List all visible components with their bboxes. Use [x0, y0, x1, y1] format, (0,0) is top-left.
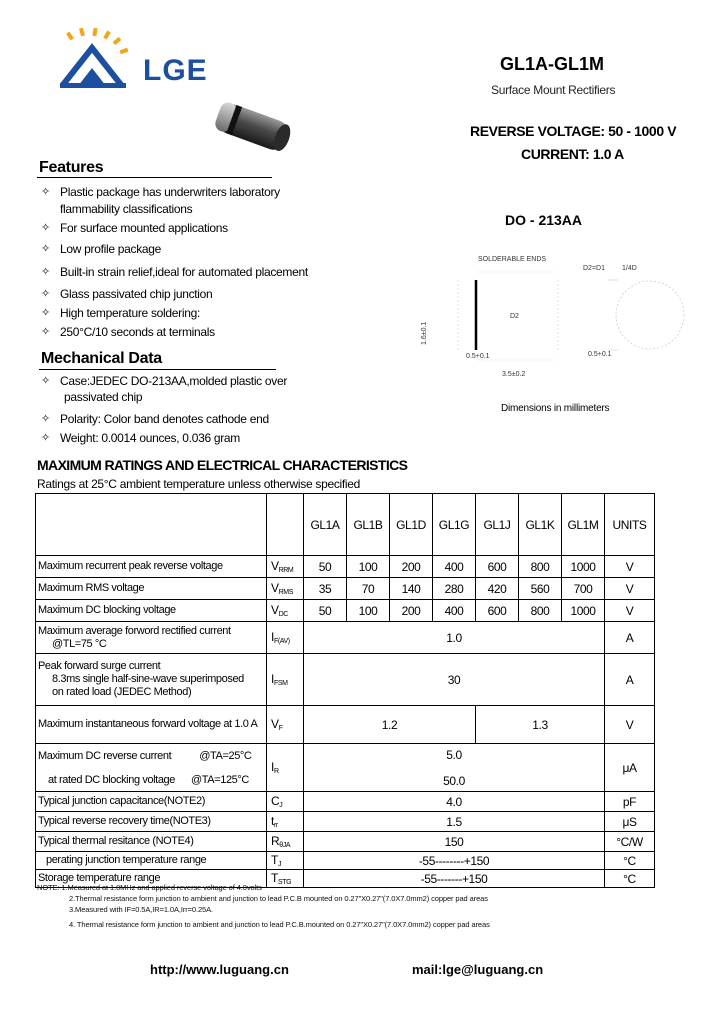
dim-label: 1.6±0.1 — [421, 321, 428, 345]
param-name: Maximum instantaneous forward voltage at 1.0 A — [36, 706, 267, 744]
mechanical-heading: Mechanical Data — [41, 350, 162, 367]
value-cell: 600 — [476, 556, 519, 578]
param-name: perating junction temperature range — [36, 852, 267, 870]
param-name: Peak forward surge current 8.3ms single half-sine-wave superimposed on rated load (JEDEC Method) — [36, 654, 267, 706]
table-row — [36, 556, 655, 578]
value-cell: 800 — [519, 600, 562, 622]
diode-package-image — [208, 92, 298, 162]
symbol: $T_{STG}$ — [267, 870, 304, 888]
feature-item: ✧ Plastic package has underwriters laboratory — [41, 185, 280, 199]
table-row — [36, 832, 655, 852]
features-heading: Features — [39, 159, 104, 176]
table-row — [36, 744, 655, 792]
table-row — [36, 578, 655, 600]
symbol: $I_R$ — [267, 744, 304, 792]
bullet-icon: ✧ — [41, 288, 50, 300]
param-name: Typical reverse recovery time(NOTE3) — [36, 812, 267, 832]
value-cell: -55--------+150 — [304, 852, 605, 870]
value-cell: 100 — [347, 556, 390, 578]
lge-logo-icon — [58, 28, 142, 90]
value-cell: 280 — [433, 578, 476, 600]
value-cell: 150 — [304, 832, 605, 852]
mechanical-item: ✧ Weight: 0.0014 ounces, 0.036 gram — [41, 431, 241, 445]
param-name: Maximum DC reverse current @TA=25°C at rated DC blocking voltage @TA=125°C — [36, 744, 267, 792]
bullet-icon: ✧ — [41, 222, 50, 234]
value-cell: 1.0 — [304, 622, 605, 654]
column-header: GL1D — [390, 494, 433, 556]
table-row — [36, 812, 655, 832]
bullet-icon: ✧ — [41, 326, 50, 338]
unit-cell: pF — [605, 792, 655, 812]
bullet-icon: ✧ — [41, 186, 50, 198]
column-header: GL1G — [433, 494, 476, 556]
table-row — [36, 852, 655, 870]
value-cell: 600 — [476, 600, 519, 622]
table-row — [36, 706, 655, 744]
value-cell: 30 — [304, 654, 605, 706]
email-link[interactable]: mail:lge@luguang.cn — [412, 962, 544, 977]
current-spec: CURRENT: 1.0 A — [521, 146, 624, 162]
ratings-heading: MAXIMUM RATINGS AND ELECTRICAL CHARACTERISTICS — [37, 457, 408, 473]
feature-item-continued: flammability classifications — [60, 202, 193, 216]
param-name: Storage temperature range — [36, 870, 267, 888]
feature-item: ✧ 250°C/10 seconds at terminals — [41, 325, 215, 339]
value-cell: 50 — [304, 600, 347, 622]
note-line: 4. Thermal resistance form junction to ambient and junction to lead P.C.B.mounted on 0.27"X0.27"(7.0X7.0mm2) copper pad areas — [69, 920, 490, 929]
value-cell: 5.0 50.0 — [304, 744, 605, 792]
column-header: GL1B — [347, 494, 390, 556]
symbol: $V_{RRM}$ — [267, 556, 304, 578]
website-link[interactable]: http://www.luguang.cn — [150, 962, 289, 977]
unit-cell: A — [605, 654, 655, 706]
unit-cell: V — [605, 600, 655, 622]
dimensions-caption: Dimensions in millimeters — [501, 403, 610, 414]
unit-cell: μS — [605, 812, 655, 832]
ratings-subtitle: Ratings at 25°C ambient temperature unless otherwise specified — [37, 477, 361, 491]
value-cell: 1000 — [562, 600, 605, 622]
value-cell: 4.0 — [304, 792, 605, 812]
feature-item: ✧ Built-in strain relief,ideal for automated placement — [41, 265, 308, 279]
column-header: GL1J — [476, 494, 519, 556]
unit-cell: A — [605, 622, 655, 654]
reverse-voltage-spec: REVERSE VOLTAGE: 50 - 1000 V — [470, 123, 677, 139]
symbol: $V_{DC}$ — [267, 600, 304, 622]
feature-item: ✧ High temperature soldering: — [41, 306, 200, 320]
dim-label: D2 — [510, 313, 519, 320]
brand-name: LGE — [143, 54, 208, 87]
value-cell: 420 — [476, 578, 519, 600]
feature-item: ✧ For surface mounted applications — [41, 221, 228, 235]
value-cell: 70 — [347, 578, 390, 600]
note-line: NOTE: 1.Measured at 1.0MHz and applied reverse voltage of 4.0volts — [37, 883, 262, 892]
part-number-title: GL1A-GL1M — [500, 54, 605, 74]
unit-cell: V — [605, 556, 655, 578]
symbol: $R_{\theta JA}$ — [267, 832, 304, 852]
note-line: 2.Thermal resistance form junction to ambient and junction to lead P.C.B mounted on 0.27"X0.27"(7.0X7.0mm2) copper pad areas — [69, 894, 488, 903]
column-header: GL1M — [562, 494, 605, 556]
param-name: Maximum average forword rectified current @TL=75 °C — [36, 622, 267, 654]
table-row — [36, 622, 655, 654]
units-header: UNITS — [605, 494, 655, 556]
ratings-table — [35, 493, 655, 888]
value-cell: 1000 — [562, 556, 605, 578]
value-cell: 800 — [519, 556, 562, 578]
unit-cell: V — [605, 706, 655, 744]
value-cell: 140 — [390, 578, 433, 600]
value-cell: 100 — [347, 600, 390, 622]
product-subtitle: Surface Mount Rectifiers — [491, 83, 616, 97]
note-line: 3.Measured with IF=0.5A,IR=1.0A,Irr=0.25A. — [69, 905, 214, 914]
table-row — [36, 600, 655, 622]
bullet-icon: ✧ — [41, 243, 50, 255]
symbol: $V_{RMS}$ — [267, 578, 304, 600]
bullet-icon: ✧ — [41, 432, 50, 444]
features-divider — [37, 177, 272, 178]
symbol: $I_{FSM}$ — [267, 654, 304, 706]
feature-item: ✧ Low profile package — [41, 242, 162, 256]
value-cell: 35 — [304, 578, 347, 600]
feature-item: ✧ Glass passivated chip junction — [41, 287, 213, 301]
symbol: $C_J$ — [267, 792, 304, 812]
value-cell: -55-------+150 — [304, 870, 605, 888]
value-cell: 400 — [433, 556, 476, 578]
value-cell: 1.2 — [304, 706, 476, 744]
param-name: Maximum recurrent peak reverse voltage — [36, 556, 267, 578]
dim-label: SOLDERABLE ENDS — [478, 256, 547, 263]
package-name: DO - 213AA — [505, 212, 583, 228]
table-row — [36, 654, 655, 706]
value-cell: 1.5 — [304, 812, 605, 832]
mechanical-item-continued: passivated chip — [64, 390, 143, 404]
mechanical-item: ✧ Case:JEDEC DO-213AA,molded plastic over — [41, 374, 288, 388]
param-name: Typical thermal resitance (NOTE4) — [36, 832, 267, 852]
value-cell: 200 — [390, 600, 433, 622]
unit-cell: °C — [605, 870, 655, 888]
unit-cell: V — [605, 578, 655, 600]
unit-cell: °C — [605, 852, 655, 870]
symbol: $T_J$ — [267, 852, 304, 870]
unit-cell: °C/W — [605, 832, 655, 852]
symbol: $t_{rr}$ — [267, 812, 304, 832]
bullet-icon: ✧ — [41, 375, 50, 387]
column-header: GL1A — [304, 494, 347, 556]
dim-label: 0.5+0.1 — [588, 351, 612, 358]
value-cell: 200 — [390, 556, 433, 578]
dim-label: D2=D1 — [583, 265, 605, 272]
value-cell: 400 — [433, 600, 476, 622]
dim-label: 0.5+0.1 — [466, 353, 490, 360]
param-name: Maximum DC blocking voltage — [36, 600, 267, 622]
value-cell: 50 — [304, 556, 347, 578]
table-row — [36, 792, 655, 812]
unit-cell: μA — [605, 744, 655, 792]
mechanical-divider — [39, 369, 276, 370]
bullet-icon: ✧ — [41, 413, 50, 425]
dim-label: 1/4D — [622, 265, 637, 272]
symbol: $I_{F(AV)}$ — [267, 622, 304, 654]
column-header: GL1K — [519, 494, 562, 556]
value-cell: 560 — [519, 578, 562, 600]
bullet-icon: ✧ — [41, 307, 50, 319]
package-dimension-drawing — [408, 250, 688, 400]
table-header-row — [36, 494, 655, 556]
param-name: Maximum RMS voltage — [36, 578, 267, 600]
dim-label: 3.5±0.2 — [502, 371, 526, 378]
notes-block — [37, 882, 490, 930]
param-name: Typical junction capacitance(NOTE2) — [36, 792, 267, 812]
symbol: $V_F$ — [267, 706, 304, 744]
value-cell: 1.3 — [476, 706, 605, 744]
bullet-icon: ✧ — [41, 266, 50, 278]
value-cell: 700 — [562, 578, 605, 600]
mechanical-item: ✧ Polarity: Color band denotes cathode end — [41, 412, 269, 426]
